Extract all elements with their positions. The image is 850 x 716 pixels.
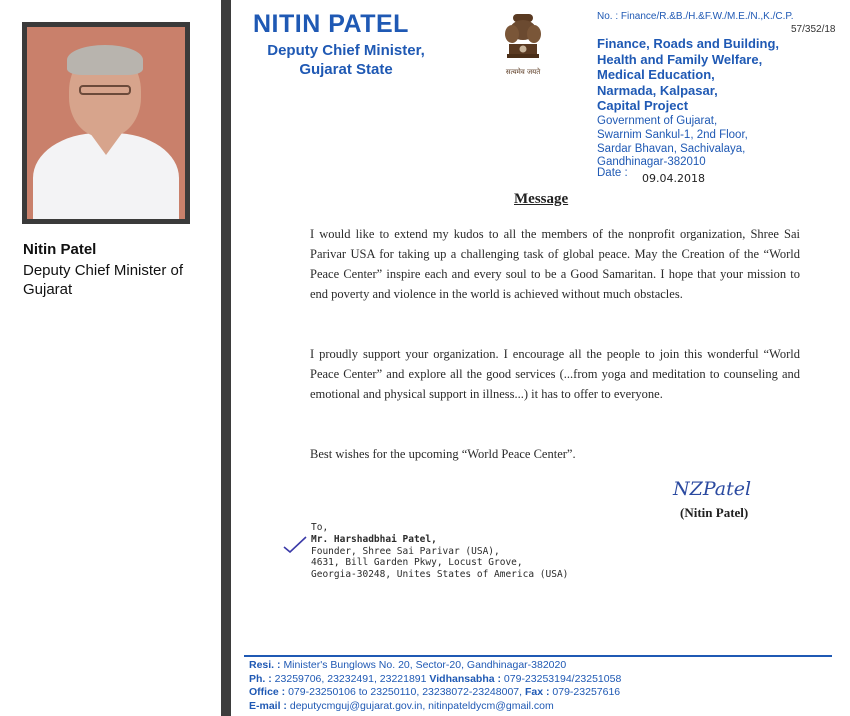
emblem-motto: सत्यमेव जयते bbox=[505, 68, 541, 76]
checkmark-icon bbox=[283, 535, 307, 553]
message-paragraph: Best wishes for the upcoming “World Peace Center”. bbox=[310, 447, 576, 461]
reference-line: No. : Finance/R.&B./H.&F.W./M.E./N.,K./C.P. bbox=[597, 11, 794, 22]
profile-photo-frame bbox=[22, 22, 190, 224]
office-address: Government of Gujarat, Swarnim Sankul-1, 2nd Floor, Sardar Bhavan, Sachivalaya, Gandhinagar-382010 bbox=[597, 115, 748, 169]
recipient-block: To, Mr. Harshadbhai Patel, Founder, Shree Sai Parivar (USA), 4631, Bill Garden Pkwy, Locust Grove, Georgia-30248, Unites States of America (USA) bbox=[311, 522, 569, 581]
message-paragraph: I proudly support your organization. I encourage all the people to join this wonderful “World Peace Center” and explore all the good services (...from yoga and meditation to counseling and emotional and physical support in illness...) it has to offer to everyone. bbox=[310, 347, 800, 401]
message-paragraph: I would like to extend my kudos to all the members of the nonprofit organization, Shree Sai Parivar USA for taking up a challenging task of global peace. May the Creation of the “World Peace Center” inspire each and every soul to be a Good Samaritan. I hope that your mission to end poverty and violence in the world is achieved without much obstacles. bbox=[310, 227, 800, 301]
profile-name: Nitin Patel bbox=[23, 241, 97, 258]
letter-footer bbox=[249, 659, 621, 713]
letterhead-name: NITIN PATEL bbox=[253, 10, 409, 38]
date-label: Date : bbox=[597, 167, 628, 179]
letterhead-designation: Deputy Chief Minister, Gujarat State bbox=[267, 42, 425, 78]
photo-hair bbox=[67, 45, 143, 75]
recipient-name: Mr. Harshadbhai Patel, bbox=[311, 533, 437, 545]
letter-document bbox=[231, 0, 850, 716]
footer-email: E-mail : deputycmguj@gujarat.gov.in, nitinpateldycm@gmail.com bbox=[249, 699, 554, 712]
footer-residence: Resi. : Minister's Bunglows No. 20, Sector-20, Gandhinagar-382020 bbox=[249, 659, 567, 671]
page-divider bbox=[221, 0, 231, 716]
date-value: 09.04.2018 bbox=[642, 172, 705, 185]
profile-photo bbox=[27, 27, 185, 219]
footer-phone: Ph. : 23259706, 23232491, 23221891 Vidhansabha : 079-23253194/23251058 bbox=[249, 672, 622, 685]
profile-title: Deputy Chief Minister of Gujarat bbox=[23, 262, 184, 298]
signatory-name: (Nitin Patel) bbox=[680, 505, 749, 520]
handwritten-signature: NZPatel bbox=[673, 478, 752, 500]
footer-office: Office : 079-23250106 to 23250110, 23238072-23248007, Fax : 079-23257616 bbox=[249, 686, 621, 699]
national-emblem-icon bbox=[501, 10, 545, 80]
recipient-to: To, bbox=[311, 522, 329, 533]
footer-rule bbox=[244, 655, 832, 657]
department-list: Finance, Roads and Building, Health and Family Welfare, Medical Education, Narmada, Kalpasar, Capital Project bbox=[597, 36, 780, 114]
reference-number: 57/352/18 bbox=[791, 24, 836, 35]
message-title: Message bbox=[514, 191, 569, 207]
photo-glasses bbox=[79, 85, 131, 95]
